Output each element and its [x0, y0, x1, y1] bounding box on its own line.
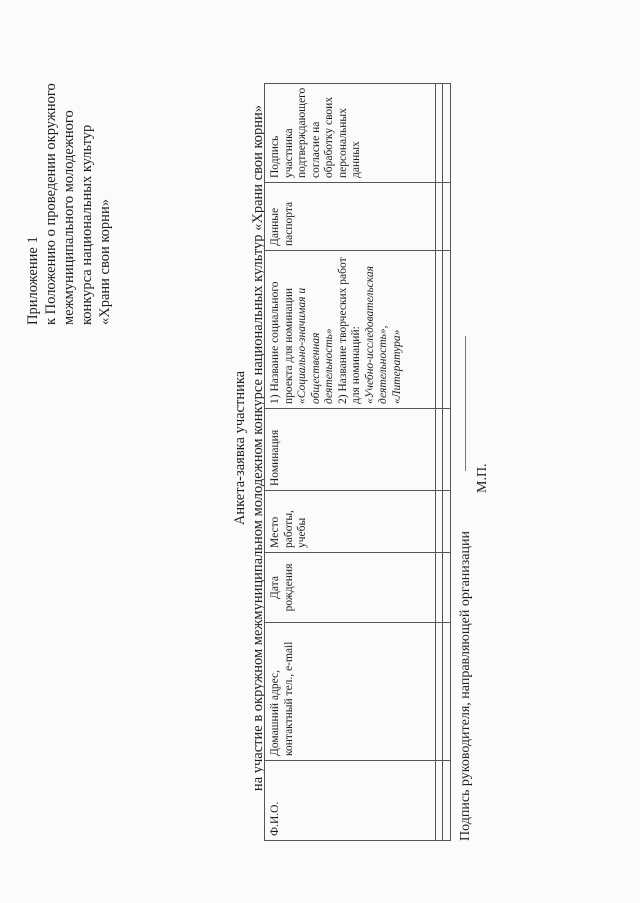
project-1-nomination: «Социально-значимая и общественная деятельность» — [296, 287, 335, 404]
header-passport: Данные паспорта — [265, 183, 436, 251]
header-project — [265, 251, 436, 409]
appendix-note — [24, 25, 114, 325]
table-cell[interactable] — [436, 183, 443, 251]
appendix-line: межмуниципального молодежного — [61, 110, 77, 325]
project-2-intro: 2) Название творческих работ для номинаций: — [336, 257, 362, 404]
table-cell[interactable] — [436, 761, 443, 841]
table-cell[interactable] — [443, 251, 451, 409]
stamp-label: М.П. — [475, 463, 490, 493]
table-cell[interactable] — [443, 409, 451, 491]
table-cell[interactable] — [436, 83, 443, 182]
project-2-nomination: «Учебно-исследовательская деятельность», «Литература» — [363, 266, 403, 404]
signature-caption: Подпись руководителя, направляющей организации — [458, 531, 473, 841]
table-row — [443, 83, 451, 840]
application-table — [264, 83, 451, 841]
appendix-line: Приложение 1 — [25, 236, 41, 325]
appendix-line: конкурса национальных культур — [79, 124, 95, 325]
table-cell[interactable] — [443, 83, 451, 182]
appendix-line: к Положению о проведении окружного — [43, 83, 59, 325]
signature-line — [465, 336, 466, 471]
form-heading — [231, 33, 267, 863]
project-1-intro: 1) Название социального проекта для номинации — [269, 281, 295, 404]
table-header-row — [265, 83, 436, 840]
header-nomination: Номинация — [265, 409, 436, 491]
header-birth: Дата рождения — [265, 553, 436, 623]
header-consent: Подпись участника подтверждающего согласие на обработку своих персональных данных — [265, 83, 436, 182]
header-fio: Ф.И.О. — [265, 761, 436, 841]
form-subtitle: на участие в окружном межмуниципальном молодежном конкурсе национальных культур «Храни свои корни» — [250, 104, 266, 792]
table-cell[interactable] — [443, 761, 451, 841]
table-cell[interactable] — [443, 623, 451, 761]
table-cell[interactable] — [436, 409, 443, 491]
table-cell[interactable] — [436, 491, 443, 553]
appendix-line: «Храни свои корни» — [97, 199, 113, 325]
table-cell[interactable] — [436, 251, 443, 409]
table-cell[interactable] — [436, 623, 443, 761]
form-title: Анкета-заявка участника — [232, 370, 248, 526]
header-address: Домашний адрес, контактный тел., e-mail — [265, 623, 436, 761]
table-cell[interactable] — [443, 491, 451, 553]
table-row — [436, 83, 443, 840]
table-cell[interactable] — [443, 553, 451, 623]
table-cell[interactable] — [443, 183, 451, 251]
header-work: Место работы, учебы — [265, 491, 436, 553]
table-cell[interactable] — [436, 553, 443, 623]
